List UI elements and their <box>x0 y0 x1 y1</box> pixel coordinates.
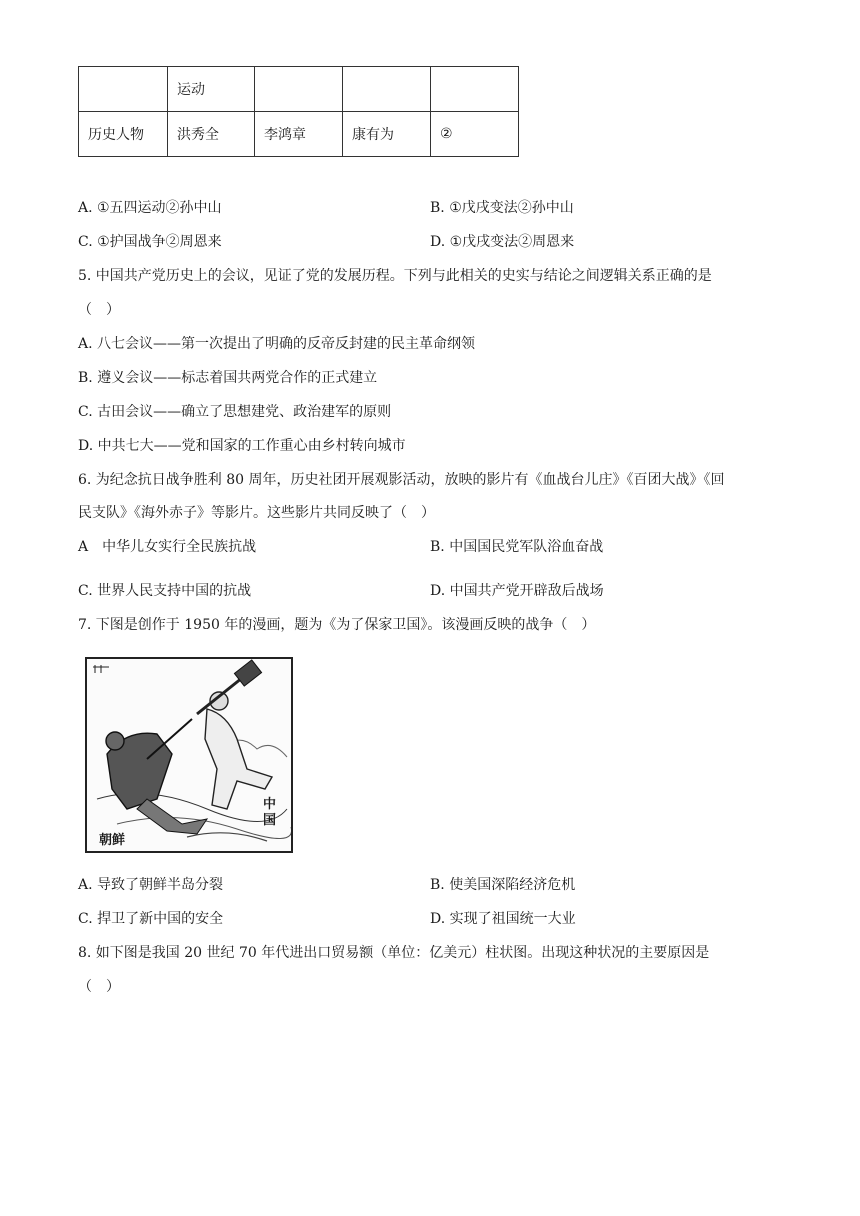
q8-stem-blank: （ ） <box>78 979 120 995</box>
q4-option-a[interactable]: A. ①五四运动②孙中山 <box>78 200 222 216</box>
q8-stem: 8. 如下图是我国 20 世纪 70 年代进出口贸易额（单位：亿美元）柱状图。出现这种状况的主要原因是 <box>78 945 710 961</box>
q7-option-a[interactable]: A. 导致了朝鲜半岛分裂 <box>78 877 224 893</box>
table-cell <box>79 67 168 112</box>
q7-option-b[interactable]: B. 使美国深陷经济危机 <box>430 877 576 893</box>
table-row <box>79 112 519 157</box>
table-cell <box>343 67 431 112</box>
q4-option-d[interactable]: D. ①戊戌变法②周恩来 <box>430 234 575 250</box>
q6-option-c[interactable]: C. 世界人民支持中国的抗战 <box>78 583 252 599</box>
q4-option-b[interactable]: B. ①戊戌变法②孙中山 <box>430 200 574 216</box>
history-table <box>78 66 519 157</box>
table-cell <box>255 67 343 112</box>
q6-option-b[interactable]: B. 中国国民党军队浴血奋战 <box>430 539 604 555</box>
table-row <box>79 67 519 112</box>
cartoon-label-korea: 朝鲜 <box>99 833 126 848</box>
q5-option-d[interactable]: D. 中共七大——党和国家的工作重心由乡村转向城市 <box>78 438 406 454</box>
table-cell: 李鸿章 <box>255 112 343 157</box>
q7-option-d[interactable]: D. 实现了祖国统一大业 <box>430 911 576 927</box>
q5-stem-blank: （ ） <box>78 302 120 318</box>
q6-stem-line2: 民支队》《海外赤子》等影片。这些影片共同反映了（ ） <box>78 505 435 521</box>
table-cell <box>431 67 519 112</box>
q7-option-c[interactable]: C. 捍卫了新中国的安全 <box>78 911 224 927</box>
q6-option-a[interactable]: A 中华儿女实行全民族抗战 <box>78 539 257 555</box>
q5-option-b[interactable]: B. 遵义会议——标志着国共两党合作的正式建立 <box>78 370 378 386</box>
q6-stem: 6. 为纪念抗日战争胜利 80 周年，历史社团开展观影活动，放映的影片有《血战台儿庄》《百团大战》《回 <box>78 472 725 488</box>
q4-option-c[interactable]: C. ①护国战争②周恩来 <box>78 234 222 250</box>
q7-stem: 7. 下图是创作于 1950 年的漫画，题为《为了保家卫国》。该漫画反映的战争（ ） <box>78 617 596 633</box>
table-cell: 历史人物 <box>79 112 168 157</box>
table-cell: 运动 <box>168 67 255 112</box>
q5-stem: 5. 中国共产党历史上的会议，见证了党的发展历程。下列与此相关的史实与结论之间逻辑关系正确的是 <box>78 268 712 284</box>
table-cell: 洪秀全 <box>168 112 255 157</box>
cartoon-drawing <box>87 659 291 851</box>
q6-option-d[interactable]: D. 中国共产党开辟敌后战场 <box>430 583 604 599</box>
table-cell: 康有为 <box>343 112 431 157</box>
q5-option-c[interactable]: C. 古田会议——确立了思想建党、政治建军的原则 <box>78 404 392 420</box>
table-cell: ② <box>431 112 519 157</box>
cartoon-label-china: 中 国 <box>263 797 277 828</box>
q5-option-a[interactable]: A. 八七会议——第一次提出了明确的反帝反封建的民主革命纲领 <box>78 336 476 352</box>
cartoon-image <box>85 657 293 853</box>
